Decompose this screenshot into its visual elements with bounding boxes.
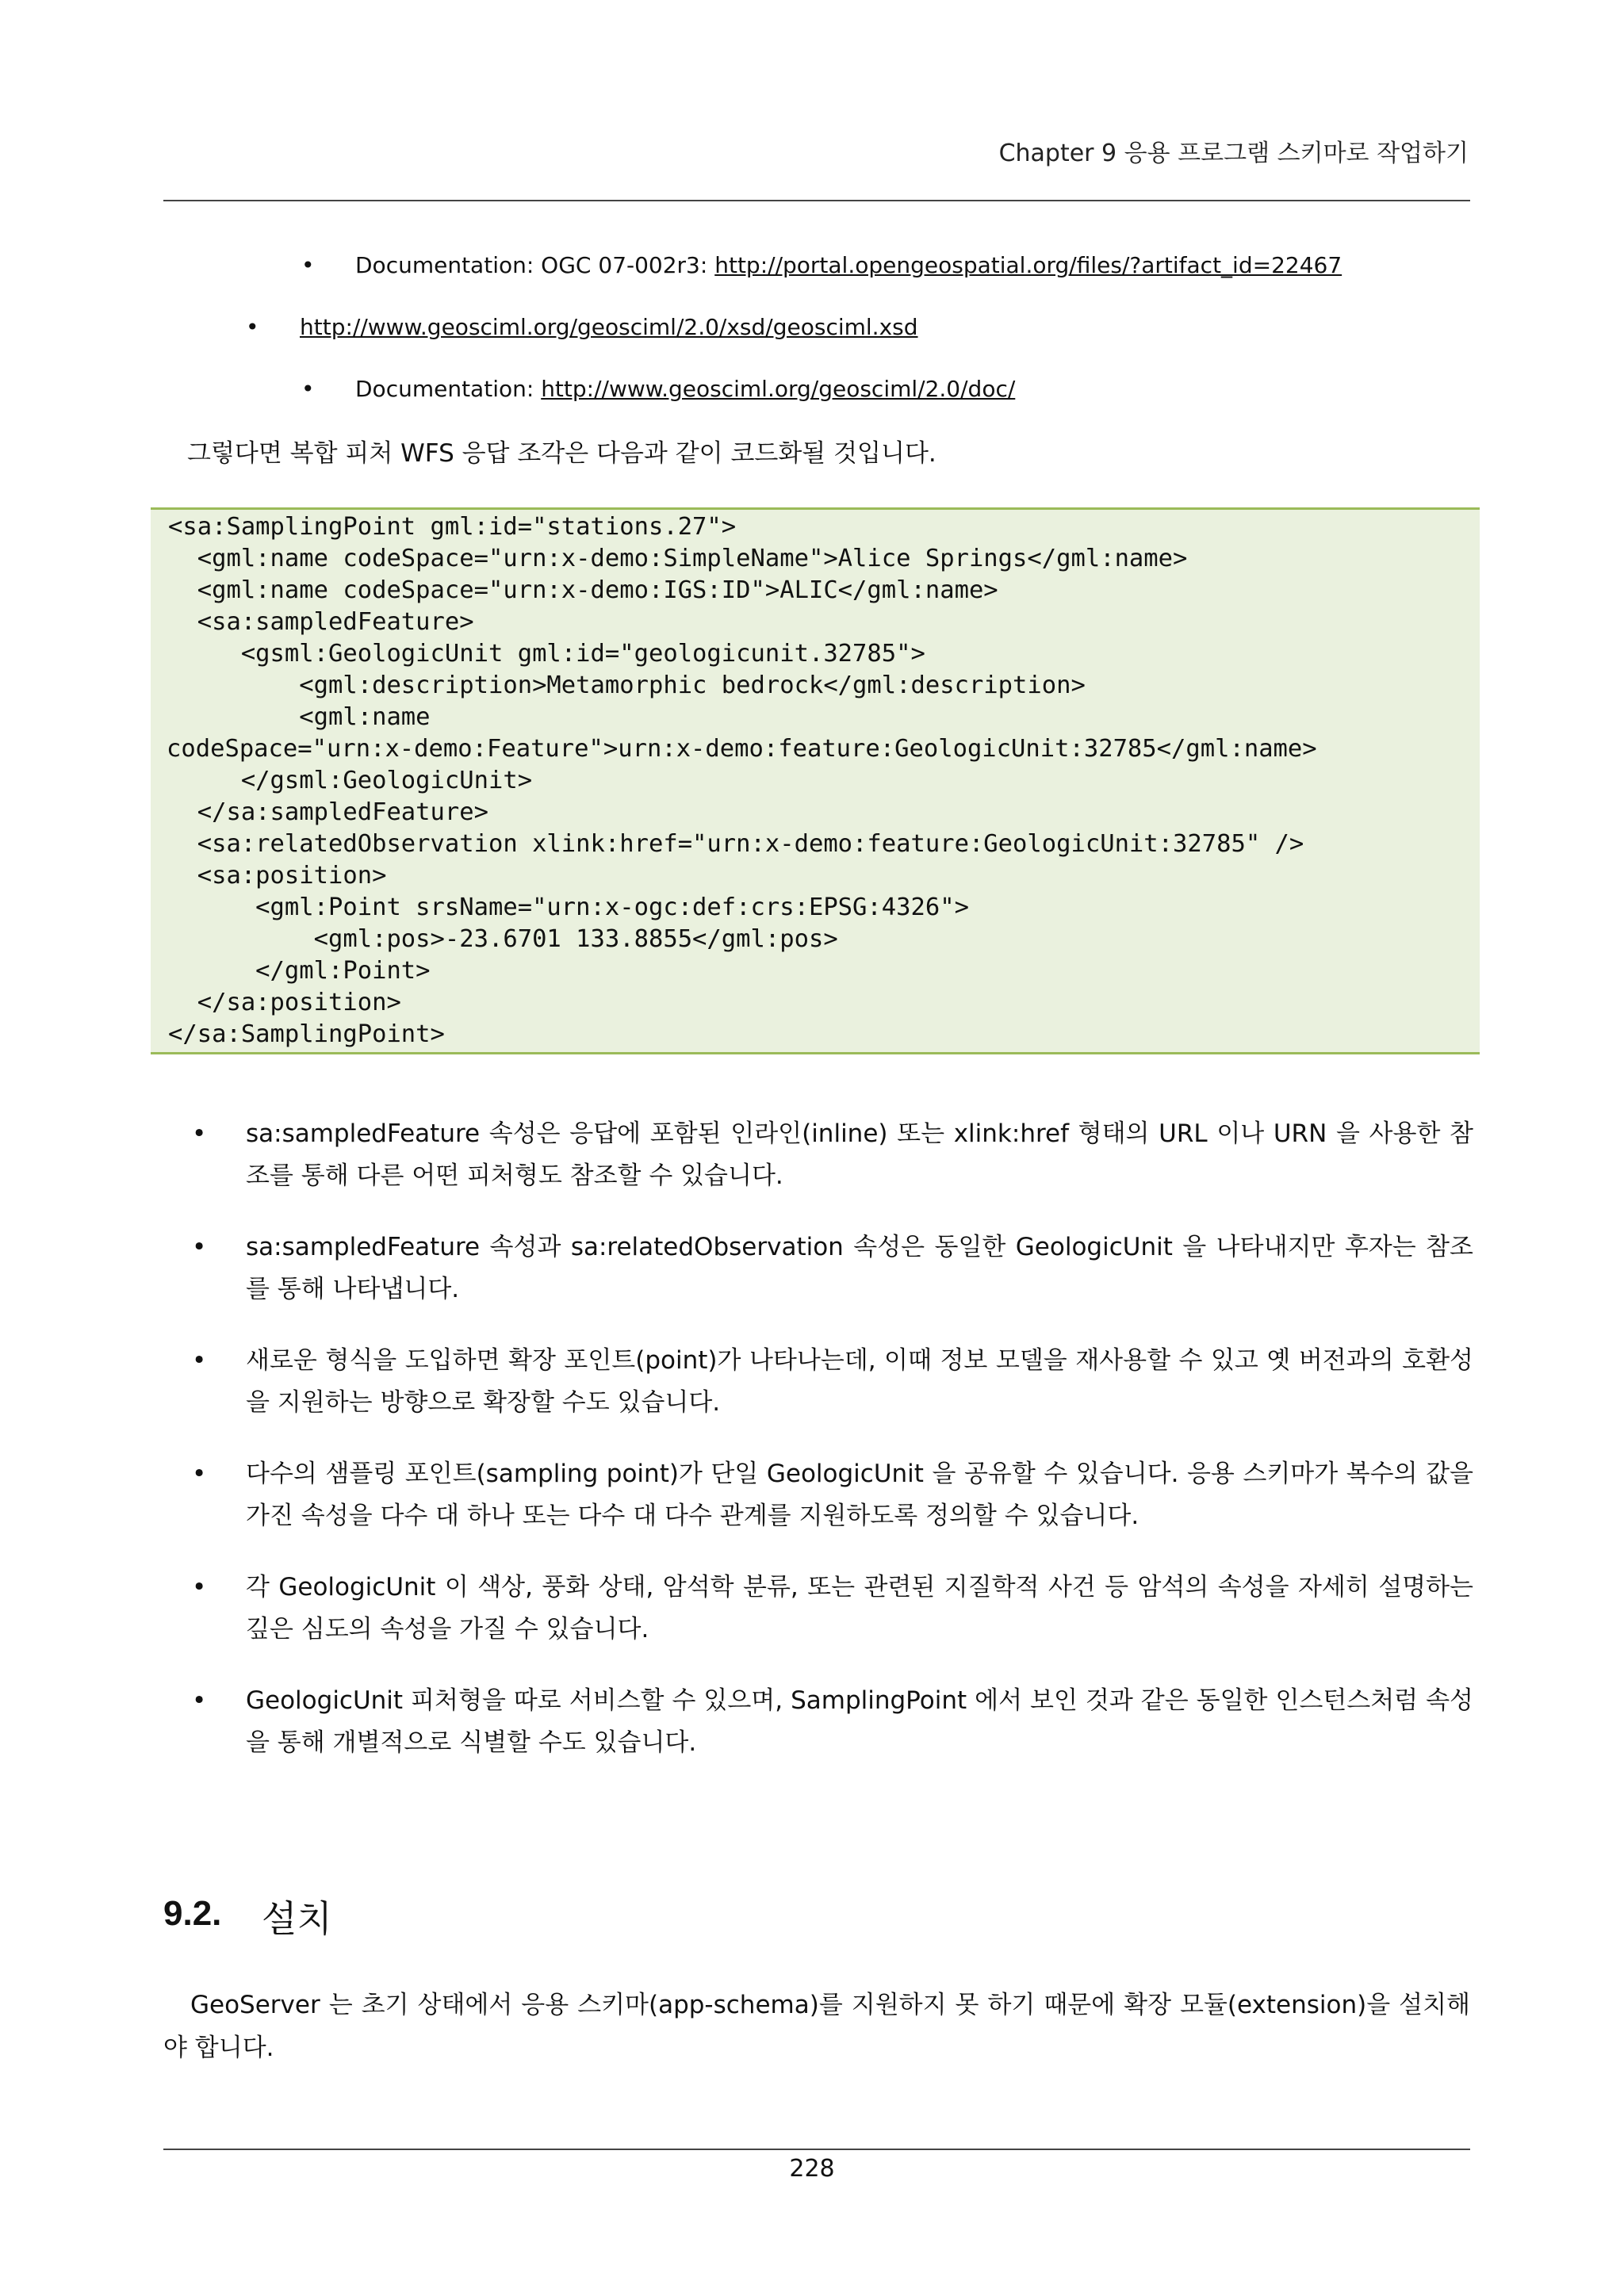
intro-paragraph: 그렇다면 복합 피처 WFS 응답 조각은 다음과 같이 코드화될 것입니다.: [187, 439, 936, 468]
bullet-icon: •: [192, 1346, 207, 1375]
list-item: [192, 1680, 1473, 1764]
code-line: <gml:name codeSpace="urn:x-demo:IGS:ID">ALIC</gml:name>: [168, 576, 998, 604]
bullet-icon: •: [192, 1460, 207, 1488]
code-line: <sa:position>: [168, 862, 387, 890]
code-line: <gml:description>Metamorphic bedrock</gml:description>: [168, 672, 1086, 699]
list-item-text: Documentation:: [355, 376, 542, 402]
install-paragraph: GeoServer 는 초기 상태에서 응용 스키마(app-schema)를 지원하지 못 하기 때문에 확장 모듈(extension)을 설치해야 합니다.: [163, 1991, 1470, 2062]
code-line: <gml:name: [168, 703, 431, 731]
bullet-icon: •: [246, 314, 259, 340]
code-line: </sa:sampledFeature>: [168, 798, 488, 826]
list-item: [192, 1113, 1473, 1197]
code-line: <sa:relatedObservation xlink:href="urn:x-demo:feature:GeologicUnit:32785" />: [168, 830, 1304, 858]
feature-notes-list: [192, 1113, 1473, 1793]
list-item-text: Documentation: OGC 07-002r3:: [355, 252, 715, 278]
code-line: <gml:Point srsName="urn:x-ogc:def:crs:EPSG:4326">: [168, 894, 969, 921]
section-heading: [163, 1893, 332, 1940]
code-line: codeSpace="urn:x-demo:Feature">urn:x-demo:feature:GeologicUnit:32785</gml:name>: [167, 735, 1317, 763]
list-item: [192, 1340, 1473, 1424]
footer-rule: [163, 2149, 1470, 2150]
bullet-icon: •: [192, 1573, 207, 1601]
code-line: </sa:SamplingPoint>: [168, 1020, 445, 1048]
geosciml-doc-link[interactable]: http://www.geosciml.org/geosciml/2.0/doc/: [541, 376, 1016, 402]
list-item: [192, 1226, 1473, 1311]
list-item-text: 새로운 형식을 도입하면 확장 포인트(point)가 나타나는데, 이때 정보 모델을 재사용할 수 있고 옛 버전과의 호환성을 지원하는 방향으로 확장할 수도 있습니다.: [246, 1346, 1473, 1417]
code-line: <sa:sampledFeature>: [168, 608, 474, 636]
code-line: <gml:pos>-23.6701 133.8855</gml:pos>: [168, 925, 838, 953]
code-line: <gml:name codeSpace="urn:x-demo:SimpleName">Alice Springs</gml:name>: [168, 545, 1188, 572]
bullet-icon: •: [301, 252, 315, 278]
section-number: 9.2.: [163, 1894, 222, 1933]
code-line: </gsml:GeologicUnit>: [168, 767, 533, 794]
bullet-icon: •: [192, 1233, 207, 1261]
list-item-text: 다수의 샘플링 포인트(sampling point)가 단일 GeologicUnit 을 공유할 수 있습니다. 응용 스키마가 복수의 값을 가진 속성을 다수 대 하나 또는 다수 대 다수 관계를 지원하도록 정의할 수 있습니다.: [246, 1460, 1473, 1530]
bullet-icon: •: [301, 376, 315, 402]
page-number: 228: [789, 2155, 835, 2183]
code-line: </sa:position>: [168, 989, 401, 1016]
code-line: </gml:Point>: [168, 957, 431, 985]
section-title: 설치: [262, 1897, 332, 1940]
bullet-icon: •: [192, 1686, 207, 1715]
list-item: [192, 1567, 1473, 1651]
running-header: Chapter 9 응용 프로그램 스키마로 작업하기: [998, 140, 1469, 167]
list-item-text: 각 GeologicUnit 이 색상, 풍화 상태, 암석학 분류, 또는 관련된 지질학적 사건 등 암석의 속성을 자세히 설명하는 깊은 심도의 속성을 가질 수 있습니다.: [246, 1573, 1473, 1644]
geosciml-xsd-link[interactable]: http://www.geosciml.org/geosciml/2.0/xsd/geosciml.xsd: [300, 314, 918, 340]
code-line: <gsml:GeologicUnit gml:id="geologicunit.32785">: [168, 640, 925, 668]
code-block: [151, 507, 1480, 1054]
list-item-text: GeologicUnit 피처형을 따로 서비스할 수 있으며, SamplingPoint 에서 보인 것과 같은 동일한 인스턴스처럼 속성을 통해 개별적으로 식별할 수도 있습니다.: [246, 1686, 1473, 1757]
header-rule: [163, 200, 1470, 201]
artifact-link[interactable]: http://portal.opengeospatial.org/files/?artifact_id=22467: [714, 252, 1342, 278]
list-item-text: sa:sampledFeature 속성은 응답에 포함된 인라인(inline) 또는 xlink:href 형태의 URL 이나 URN 을 사용한 참조를 통해 다른 어떤 피처형도 참조할 수 있습니다.: [246, 1119, 1473, 1190]
code-line: <sa:SamplingPoint gml:id="stations.27">: [168, 513, 737, 541]
list-item: [192, 1453, 1473, 1537]
bullet-icon: •: [192, 1119, 207, 1148]
list-item-text: sa:sampledFeature 속성과 sa:relatedObservation 속성은 동일한 GeologicUnit 을 나타내지만 후자는 참조를 통해 나타냅니다.: [246, 1233, 1473, 1303]
